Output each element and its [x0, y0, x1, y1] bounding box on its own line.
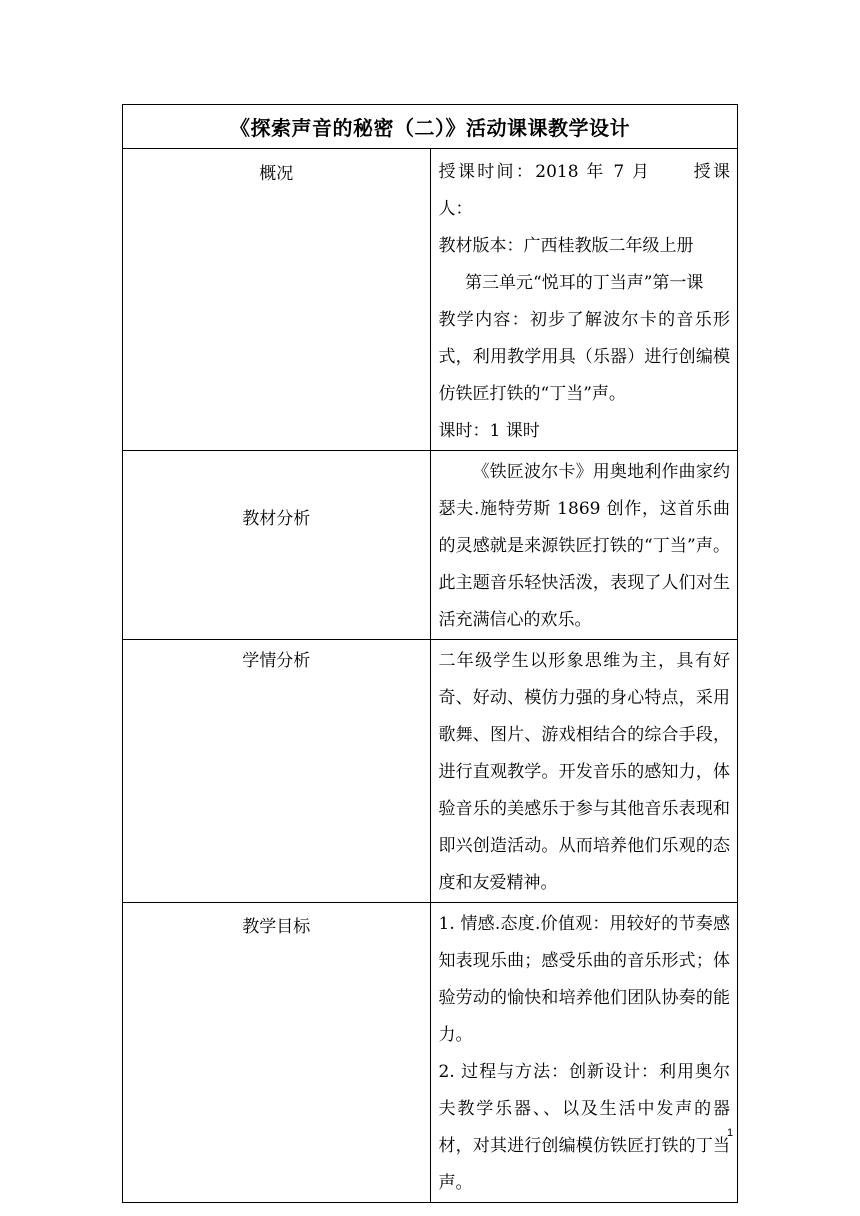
student-analysis-label-cell	[123, 640, 431, 903]
lesson-time: 授课时间：2018 年 7 月	[438, 162, 652, 182]
teaching-goal-1: 1. 情感.态度.价值观：用较好的节奏感知表现乐曲；感受乐曲的音乐形式；体验劳动的愉快和培养他们团队协奏的能力。	[438, 914, 730, 1045]
overview-label-cell	[123, 149, 431, 451]
student-analysis-text: 二年级学生以形象思维为主，具有好奇、好动、模仿力强的身心特点，采用歌舞、图片、游戏相结合的综合手段，进行直观教学。开发音乐的感知力，体验音乐的美感乐于参与其他音乐表现和即兴创造活动。从而培养他们乐观的态度和友爱精神。	[438, 651, 730, 893]
lesson-plan-table	[122, 104, 738, 1203]
material-analysis-row	[123, 451, 738, 640]
overview-content	[430, 149, 738, 451]
lesson-teacher: 授课人：	[438, 162, 730, 219]
document-title: 《探索声音的秘密（二）》活动课课教学设计	[123, 105, 738, 149]
teaching-goals-label: 教学目标	[242, 917, 311, 937]
teaching-goals-label-cell	[123, 903, 431, 1203]
teaching-goals-content	[430, 903, 738, 1203]
overview-row	[123, 149, 738, 451]
page-number: 1	[726, 1127, 734, 1139]
material-analysis-label: 教材分析	[242, 509, 311, 529]
teaching-content: 教学内容：初步了解波尔卡的音乐形式，利用教学用具（乐器）进行创编模仿铁匠打铁的“丁当”声。	[438, 310, 730, 404]
teaching-goals-row	[123, 903, 738, 1203]
student-analysis-label: 学情分析	[242, 651, 311, 671]
title-row	[123, 105, 738, 149]
material-analysis-label-cell	[123, 451, 431, 640]
textbook-edition: 教材版本：广西桂教版二年级上册	[438, 236, 694, 256]
overview-label: 概况	[259, 164, 294, 184]
unit-title: 第三单元“悦耳的丁当声”第一课	[465, 273, 704, 293]
student-analysis-row	[123, 640, 738, 903]
material-analysis-text: 《铁匠波尔卡》用奥地利作曲家约瑟夫.施特劳斯 1869 创作，这首乐曲的灵感就是来源铁匠打铁的“丁当”声。此主题音乐轻快活泼，表现了人们对生活充满信心的欢乐。	[438, 462, 730, 630]
lesson-time-line	[439, 154, 731, 228]
teaching-goal-2: 2. 过程与方法：创新设计：利用奥尔夫教学乐器、、以及生活中发声的器材，对其进行创编模仿铁匠打铁的丁当声。	[438, 1062, 730, 1193]
lesson-hours: 课时：1 课时	[438, 421, 540, 441]
material-analysis-content	[430, 451, 738, 640]
student-analysis-content	[430, 640, 738, 903]
